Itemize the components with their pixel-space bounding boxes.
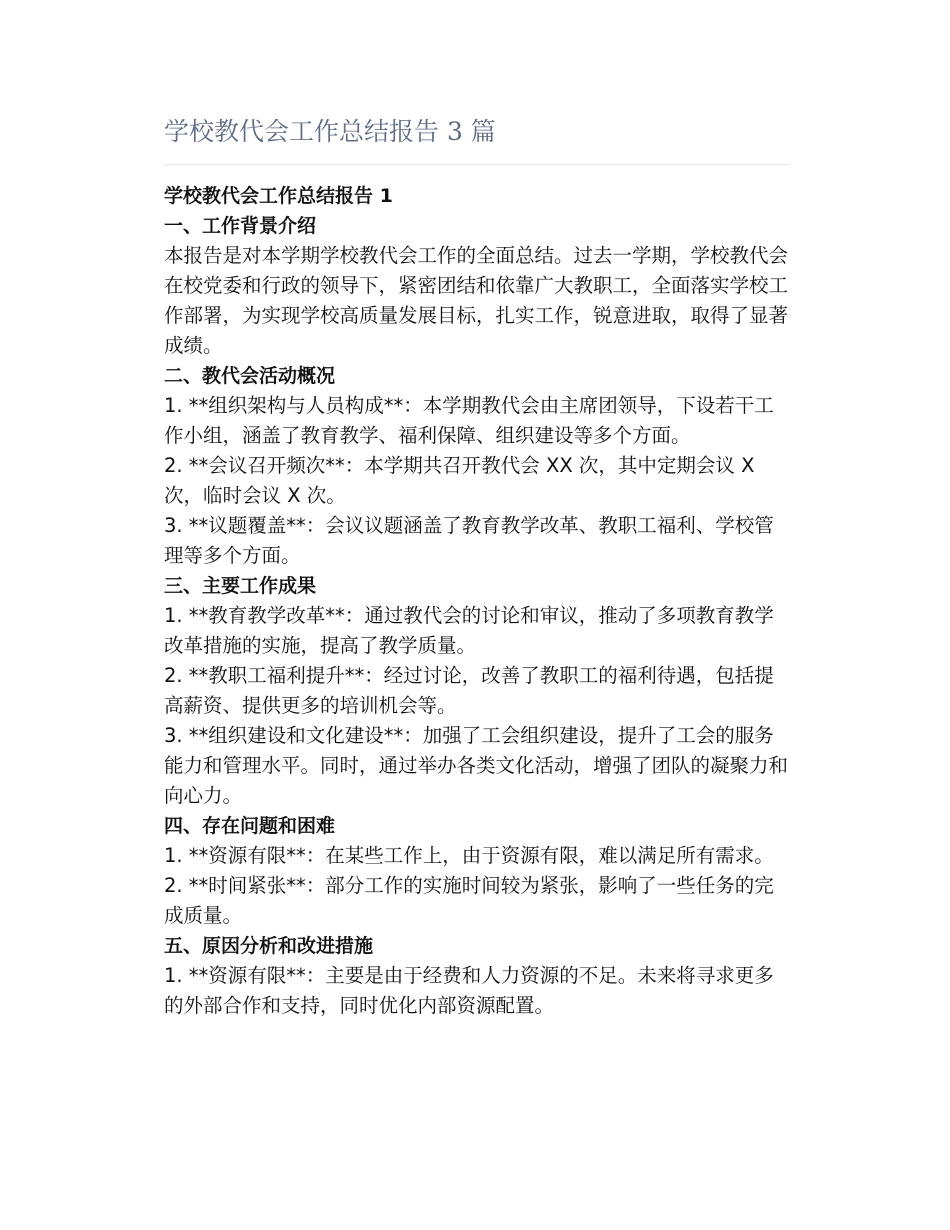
paragraph: 1. **资源有限**：主要是由于经费和人力资源的不足。未来将寻求更多的外部合作和支持，同时优化内部资源配置。	[164, 964, 774, 1017]
section-heading: 三、主要工作成果	[164, 575, 317, 597]
section-heading: 一、工作背景介绍	[164, 215, 317, 237]
paragraph: 2. **会议召开频次**：本学期共召开教代会 XX 次，其中定期会议 X 次，临时会议 X 次。	[164, 454, 755, 507]
paragraph: 2. **教职工福利提升**：经过讨论，改善了教职工的福利待遇，包括提高薪资、提供更多的培训机会等。	[164, 664, 774, 717]
paragraph: 本报告是对本学期学校教代会工作的全面总结。过去一学期，学校教代会在校党委和行政的领导下，紧密团结和依靠广大教职工，全面落实学校工作部署，为实现学校高质量发展目标，扎实工作，锐意进取，取得了显著成绩。	[164, 244, 789, 357]
section-heading: 五、原因分析和改进措施	[164, 935, 374, 957]
paragraph: 1. **组织架构与人员构成**：本学期教代会由主席团领导，下设若干工作小组，涵盖了教育教学、福利保障、组织建设等多个方面。	[164, 394, 774, 447]
paragraph: 3. **议题覆盖**：会议议题涵盖了教育教学改革、教职工福利、学校管理等多个方面。	[164, 514, 774, 567]
paragraph: 3. **组织建设和文化建设**：加强了工会组织建设，提升了工会的服务能力和管理水平。同时，通过举办各类文化活动，增强了团队的凝聚力和向心力。	[164, 724, 789, 807]
paragraph: 2. **时间紧张**：部分工作的实施时间较为紧张，影响了一些任务的完成质量。	[164, 874, 774, 927]
section-heading: 四、存在问题和困难	[164, 815, 336, 837]
document-body	[164, 181, 790, 1021]
document-title: 学校教代会工作总结报告 3 篇	[164, 112, 790, 165]
document-page	[164, 112, 790, 1021]
paragraph: 1. **教育教学改革**：通过教代会的讨论和审议，推动了多项教育教学改革措施的实施，提高了教学质量。	[164, 604, 774, 657]
paragraph: 1. **资源有限**：在某些工作上，由于资源有限，难以满足所有需求。	[164, 844, 774, 867]
section-heading: 二、教代会活动概况	[164, 365, 336, 387]
report-heading: 学校教代会工作总结报告 1	[164, 185, 393, 207]
